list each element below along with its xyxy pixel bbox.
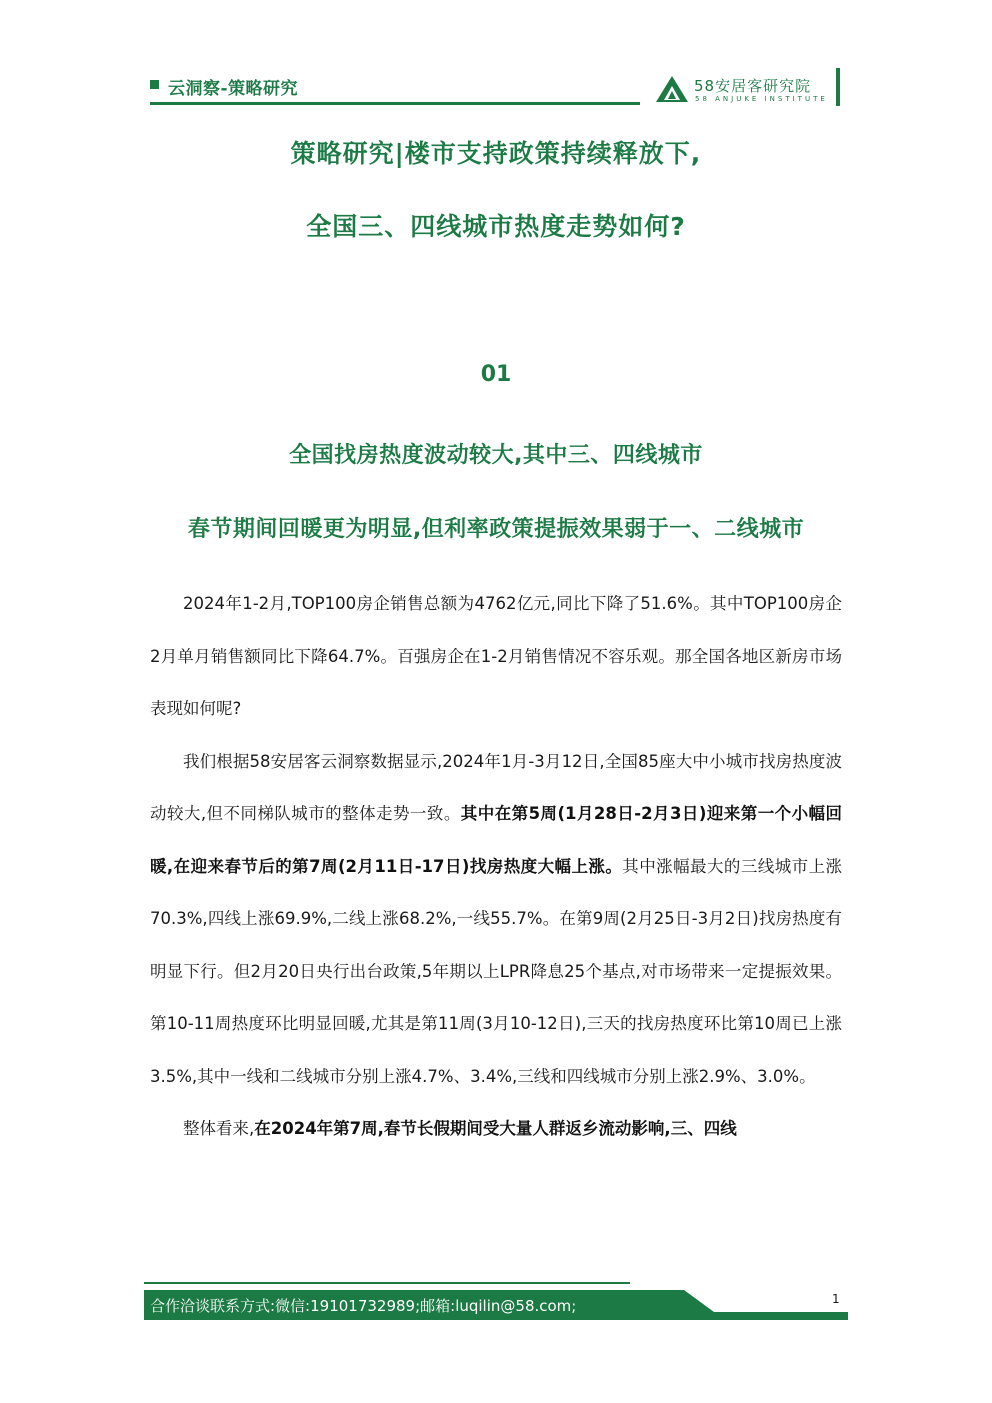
paragraph-2-text-c: 其中涨幅最大的三线城市上涨70.3%,四线上涨69.9%,二线上涨68.2%,一线55.7%。在第9周(2月25日-3月2日)找房热度有明显下行。但2月20日央行出台政策,5年期以上LPR降息25个基点,对市场带来一定提振效果。第10-11周热度环比明显回暖,尤其是第11周(3月10-12日),三天的找房热度环比第10周已上涨3.5%,其中一线和二线城市分别上涨4.7%、3.4%,三线和四线城市分别上涨2.9%、3.0%。 (150, 856, 843, 1086)
doc-title-line2: 全国三、四线城市热度走势如何? (306, 212, 686, 241)
header-square-icon (150, 80, 159, 89)
header-vertical-bar (836, 68, 840, 106)
logo-mountain-icon (654, 74, 690, 104)
section-number: 01 (480, 362, 512, 387)
paragraph-2 (150, 736, 842, 1104)
footer-divider (144, 1282, 630, 1284)
page-header (150, 66, 848, 110)
section-subtitle-line2: 春节期间回暖更为明显,但利率政策提振效果弱于一、二线城市 (187, 517, 805, 542)
paragraph-3 (150, 1103, 842, 1156)
logo-text-cn: 58安居客研究院 (694, 77, 812, 95)
footer-contact: 合作洽谈联系方式:微信:19101732989;邮箱:luqilin@58.com; (150, 1297, 577, 1315)
institute-logo (654, 72, 834, 106)
doc-title-line1: 策略研究|楼市支持政策持续释放下, (290, 139, 702, 168)
body-text (150, 578, 842, 1156)
header-divider (150, 102, 640, 105)
paragraph-3-text-a: 整体看来, (183, 1119, 255, 1138)
logo-text-en: 58 ANJUKE INSTITUTE (695, 95, 828, 103)
paragraph-2-text-a: 我们根据58安居客云洞察数据显示,2024年1月-3月12日,全国85座大中小城市找房热度波动较大,但不同梯队城市的整体走势一致。 (150, 751, 842, 823)
page-footer (144, 1282, 848, 1322)
paragraph-1: 2024年1-2月,TOP100房企销售总额为4762亿元,同比下降了51.6%。其中TOP100房企2月单月销售额同比下降64.7%。百强房企在1-2月销售情况不容乐观。那全国各地区新房市场表现如何呢? (150, 594, 842, 718)
paragraph-3-emphasis: 在2024年第7周,春节长假期间受大量人群返乡流动影响,三、四线 (254, 1119, 737, 1138)
section-subtitle-line1: 全国找房热度波动较大,其中三、四线城市 (289, 443, 703, 468)
header-title: 云洞察-策略研究 (168, 79, 299, 99)
page-number: 1 (832, 1292, 840, 1306)
paragraph-2-emphasis: 其中在第5周(1月28日-2月3日)迎来第一个小幅回暖,在迎来春节后的第7周(2月11日-17日)找房热度大幅上涨。 (150, 804, 842, 876)
